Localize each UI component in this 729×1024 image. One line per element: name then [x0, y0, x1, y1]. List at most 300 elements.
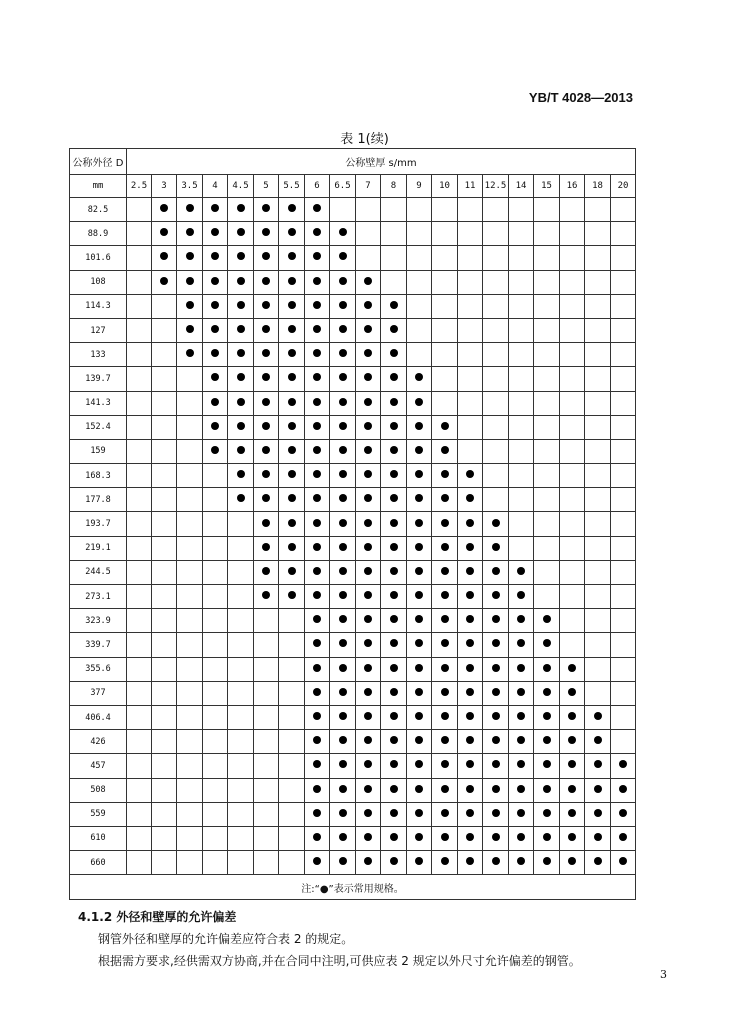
- spec-cell: [228, 633, 254, 657]
- spec-cell: [407, 585, 432, 609]
- spec-cell: [432, 488, 458, 512]
- spec-cell: [356, 391, 381, 415]
- common-spec-dot: [211, 301, 219, 309]
- spec-cell: [279, 851, 305, 875]
- common-spec-dot: [313, 422, 321, 430]
- spec-cell: [560, 246, 585, 270]
- spec-cell: [279, 802, 305, 826]
- spec-cell: [127, 754, 152, 778]
- spec-cell: [381, 609, 407, 633]
- common-spec-dot: [339, 833, 347, 841]
- spec-cell: [203, 778, 228, 802]
- common-spec-dot: [390, 639, 398, 647]
- spec-cell: [534, 198, 560, 222]
- spec-cell: [127, 609, 152, 633]
- spec-cell: [534, 439, 560, 463]
- common-spec-dot: [568, 857, 576, 865]
- common-spec-dot: [186, 301, 194, 309]
- spec-cell: [509, 681, 534, 705]
- common-spec-dot: [441, 664, 449, 672]
- table-row: [70, 270, 636, 294]
- common-spec-dot: [492, 519, 500, 527]
- table-row: [70, 294, 636, 318]
- spec-cell: [305, 536, 330, 560]
- spec-cell: [483, 367, 509, 391]
- common-spec-dot: [492, 591, 500, 599]
- common-spec-dot: [288, 567, 296, 575]
- common-spec-dot: [288, 543, 296, 551]
- spec-cell: [254, 657, 279, 681]
- spec-cell: [228, 705, 254, 729]
- common-spec-dot: [415, 615, 423, 623]
- spec-cell: [279, 657, 305, 681]
- spec-cell: [152, 294, 177, 318]
- spec-cell: [483, 802, 509, 826]
- common-spec-dot: [364, 325, 372, 333]
- common-spec-dot: [415, 567, 423, 575]
- common-spec-dot: [313, 785, 321, 793]
- spec-cell: [585, 512, 611, 536]
- spec-cell: [330, 294, 356, 318]
- spec-cell: [254, 367, 279, 391]
- spec-cell: [560, 343, 585, 367]
- common-spec-dot: [262, 228, 270, 236]
- spec-cell: [127, 681, 152, 705]
- spec-cell: [458, 222, 483, 246]
- spec-cell: [228, 802, 254, 826]
- spec-cell: [483, 826, 509, 850]
- spec-cell: [458, 415, 483, 439]
- common-spec-dot: [390, 519, 398, 527]
- spec-cell: [407, 826, 432, 850]
- spec-cell: [381, 246, 407, 270]
- spec-cell: [483, 464, 509, 488]
- spec-cell: [611, 415, 636, 439]
- spec-cell: [407, 391, 432, 415]
- spec-cell: [356, 851, 381, 875]
- spec-cell: [585, 802, 611, 826]
- common-spec-dot: [415, 446, 423, 454]
- spec-cell: [305, 318, 330, 342]
- spec-cell: [381, 415, 407, 439]
- spec-cell: [203, 681, 228, 705]
- common-spec-dot: [568, 664, 576, 672]
- spec-cell: [509, 318, 534, 342]
- spec-cell: [458, 851, 483, 875]
- spec-cell: [509, 851, 534, 875]
- spec-cell: [127, 633, 152, 657]
- common-spec-dot: [262, 470, 270, 478]
- common-spec-dot: [390, 325, 398, 333]
- common-spec-dot: [466, 712, 474, 720]
- common-spec-dot: [237, 228, 245, 236]
- table-row: [70, 536, 636, 560]
- spec-cell: [585, 633, 611, 657]
- common-spec-dot: [364, 712, 372, 720]
- spec-cell: [432, 512, 458, 536]
- spec-cell: [560, 585, 585, 609]
- common-spec-dot: [390, 615, 398, 623]
- spec-cell: [611, 826, 636, 850]
- common-spec-dot: [492, 833, 500, 841]
- spec-cell: [152, 391, 177, 415]
- spec-cell: [203, 367, 228, 391]
- spec-cell: [356, 705, 381, 729]
- spec-cell: [330, 802, 356, 826]
- common-spec-dot: [339, 301, 347, 309]
- spec-cell: [483, 294, 509, 318]
- spec-cell: [203, 633, 228, 657]
- spec-cell: [585, 778, 611, 802]
- table-row: [70, 391, 636, 415]
- common-spec-dot: [441, 422, 449, 430]
- common-spec-dot: [288, 591, 296, 599]
- common-spec-dot: [313, 639, 321, 647]
- spec-cell: [356, 657, 381, 681]
- spec-cell: [407, 754, 432, 778]
- spec-cell: [279, 681, 305, 705]
- spec-cell: [407, 802, 432, 826]
- spec-cell: [254, 488, 279, 512]
- spec-cell: [330, 705, 356, 729]
- spec-cell: [356, 754, 381, 778]
- spec-cell: [127, 657, 152, 681]
- common-spec-dot: [262, 591, 270, 599]
- spec-cell: [228, 318, 254, 342]
- spec-cell: [279, 222, 305, 246]
- spec-cell: [152, 536, 177, 560]
- spec-cell: [534, 609, 560, 633]
- spec-cell: [432, 754, 458, 778]
- outer-diameter-cell: 559: [70, 802, 127, 826]
- spec-cell: [177, 198, 203, 222]
- outer-diameter-cell: 273.1: [70, 585, 127, 609]
- common-spec-dot: [415, 760, 423, 768]
- common-spec-dot: [441, 760, 449, 768]
- common-spec-dot: [543, 760, 551, 768]
- spec-cell: [611, 439, 636, 463]
- spec-cell: [483, 512, 509, 536]
- common-spec-dot: [262, 494, 270, 502]
- spec-cell: [611, 754, 636, 778]
- common-spec-dot: [517, 615, 525, 623]
- spec-cell: [203, 560, 228, 584]
- spec-cell: [407, 464, 432, 488]
- spec-cell: [407, 367, 432, 391]
- common-spec-dot: [364, 349, 372, 357]
- common-spec-dot: [441, 543, 449, 551]
- common-spec-dot: [619, 833, 627, 841]
- spec-cell: [152, 681, 177, 705]
- spec-cell: [203, 318, 228, 342]
- spec-cell: [356, 802, 381, 826]
- spec-cell: [509, 585, 534, 609]
- spec-cell: [458, 754, 483, 778]
- standard-code: YB/T 4028—2013: [528, 90, 633, 105]
- spec-cell: [228, 270, 254, 294]
- spec-cell: [305, 222, 330, 246]
- common-spec-dot: [364, 615, 372, 623]
- table-row: [70, 705, 636, 729]
- table-row: [70, 802, 636, 826]
- spec-cell: [203, 464, 228, 488]
- spec-cell: [228, 415, 254, 439]
- spec-cell: [152, 609, 177, 633]
- spec-cell: [483, 415, 509, 439]
- spec-cell: [305, 633, 330, 657]
- spec-cell: [381, 560, 407, 584]
- spec-cell: [228, 512, 254, 536]
- spec-cell: [458, 802, 483, 826]
- od-unit: mm: [70, 175, 127, 198]
- od-header: 公称外径 D: [70, 149, 127, 175]
- spec-cell: [152, 705, 177, 729]
- common-spec-dot: [543, 833, 551, 841]
- common-spec-dot: [594, 833, 602, 841]
- common-spec-dot: [313, 349, 321, 357]
- spec-cell: [407, 415, 432, 439]
- spec-cell: [254, 294, 279, 318]
- spec-cell: [127, 488, 152, 512]
- common-spec-dot: [517, 567, 525, 575]
- outer-diameter-cell: 219.1: [70, 536, 127, 560]
- spec-cell: [228, 536, 254, 560]
- spec-cell: [407, 633, 432, 657]
- common-spec-dot: [415, 688, 423, 696]
- common-spec-dot: [594, 809, 602, 817]
- spec-cell: [560, 778, 585, 802]
- spec-cell: [611, 633, 636, 657]
- spec-cell: [407, 318, 432, 342]
- spec-cell: [279, 270, 305, 294]
- common-spec-dot: [594, 736, 602, 744]
- spec-cell: [458, 633, 483, 657]
- spec-cell: [254, 391, 279, 415]
- thickness-header: 20: [611, 175, 636, 198]
- spec-cell: [509, 657, 534, 681]
- spec-cell: [127, 294, 152, 318]
- spec-cell: [356, 536, 381, 560]
- spec-cell: [560, 270, 585, 294]
- common-spec-dot: [364, 422, 372, 430]
- spec-cell: [611, 343, 636, 367]
- spec-cell: [432, 585, 458, 609]
- spec-cell: [534, 367, 560, 391]
- spec-cell: [279, 536, 305, 560]
- common-spec-dot: [339, 664, 347, 672]
- common-spec-dot: [466, 591, 474, 599]
- common-spec-dot: [262, 422, 270, 430]
- spec-cell: [509, 826, 534, 850]
- spec-cell: [152, 415, 177, 439]
- spec-cell: [330, 415, 356, 439]
- spec-cell: [534, 585, 560, 609]
- common-spec-dot: [466, 639, 474, 647]
- spec-cell: [330, 391, 356, 415]
- spec-cell: [152, 198, 177, 222]
- common-spec-dot: [390, 567, 398, 575]
- common-spec-dot: [415, 591, 423, 599]
- common-spec-dot: [492, 809, 500, 817]
- spec-cell: [509, 294, 534, 318]
- spec-cell: [483, 778, 509, 802]
- spec-cell: [152, 585, 177, 609]
- common-spec-dot: [415, 373, 423, 381]
- common-spec-dot: [517, 857, 525, 865]
- spec-cell: [330, 778, 356, 802]
- spec-cell: [305, 464, 330, 488]
- paragraph-1: 钢管外径和壁厚的允许偏差应符合表 2 的规定。: [98, 932, 354, 946]
- common-spec-dot: [313, 543, 321, 551]
- spec-cell: [330, 609, 356, 633]
- common-spec-dot: [415, 543, 423, 551]
- common-spec-dot: [262, 373, 270, 381]
- spec-cell: [177, 367, 203, 391]
- spec-cell: [458, 367, 483, 391]
- common-spec-dot: [415, 857, 423, 865]
- common-spec-dot: [364, 494, 372, 502]
- common-spec-dot: [568, 760, 576, 768]
- spec-cell: [305, 778, 330, 802]
- spec-cell: [432, 826, 458, 850]
- spec-cell: [305, 730, 330, 754]
- common-spec-dot: [364, 688, 372, 696]
- common-spec-dot: [262, 398, 270, 406]
- spec-cell: [279, 633, 305, 657]
- spec-cell: [305, 294, 330, 318]
- common-spec-dot: [313, 688, 321, 696]
- spec-cell: [611, 464, 636, 488]
- spec-cell: [458, 560, 483, 584]
- spec-cell: [254, 536, 279, 560]
- spec-cell: [585, 585, 611, 609]
- common-spec-dot: [339, 567, 347, 575]
- thickness-header: 16: [560, 175, 585, 198]
- common-spec-dot: [211, 277, 219, 285]
- spec-cell: [203, 609, 228, 633]
- spec-cell: [127, 391, 152, 415]
- spec-cell: [279, 826, 305, 850]
- spec-cell: [356, 222, 381, 246]
- spec-cell: [611, 585, 636, 609]
- spec-cell: [356, 246, 381, 270]
- table-row: [70, 633, 636, 657]
- spec-cell: [279, 560, 305, 584]
- spec-cell: [585, 657, 611, 681]
- thickness-header: 18: [585, 175, 611, 198]
- common-spec-dot: [339, 228, 347, 236]
- spec-cell: [407, 657, 432, 681]
- spec-cell: [560, 754, 585, 778]
- spec-cell: [432, 560, 458, 584]
- common-spec-dot: [288, 446, 296, 454]
- spec-cell: [585, 222, 611, 246]
- spec-cell: [407, 198, 432, 222]
- spec-cell: [611, 681, 636, 705]
- spec-cell: [228, 851, 254, 875]
- spec-cell: [407, 222, 432, 246]
- common-spec-dot: [237, 398, 245, 406]
- common-spec-dot: [466, 470, 474, 478]
- spec-cell: [228, 488, 254, 512]
- spec-cell: [483, 730, 509, 754]
- spec-cell: [534, 415, 560, 439]
- common-spec-dot: [288, 349, 296, 357]
- spec-cell: [305, 851, 330, 875]
- spec-cell: [407, 343, 432, 367]
- outer-diameter-cell: 244.5: [70, 560, 127, 584]
- spec-cell: [483, 270, 509, 294]
- spec-cell: [254, 851, 279, 875]
- spec-cell: [177, 778, 203, 802]
- spec-cell: [330, 851, 356, 875]
- spec-cell: [279, 730, 305, 754]
- common-spec-dot: [517, 664, 525, 672]
- spec-cell: [585, 415, 611, 439]
- common-spec-dot: [568, 809, 576, 817]
- spec-cell: [534, 730, 560, 754]
- common-spec-dot: [313, 736, 321, 744]
- table-row: [70, 560, 636, 584]
- table-row: [70, 464, 636, 488]
- outer-diameter-cell: 159: [70, 439, 127, 463]
- common-spec-dot: [492, 615, 500, 623]
- spec-cell: [254, 705, 279, 729]
- spec-cell: [534, 657, 560, 681]
- spec-cell: [254, 270, 279, 294]
- common-spec-dot: [313, 615, 321, 623]
- common-spec-dot: [441, 833, 449, 841]
- spec-cell: [432, 198, 458, 222]
- spec-cell: [228, 246, 254, 270]
- spec-cell: [279, 488, 305, 512]
- spec-cell: [458, 198, 483, 222]
- spec-cell: [432, 536, 458, 560]
- outer-diameter-cell: 355.6: [70, 657, 127, 681]
- spec-cell: [356, 730, 381, 754]
- spec-cell: [177, 826, 203, 850]
- common-spec-dot: [339, 809, 347, 817]
- spec-cell: [203, 343, 228, 367]
- spec-cell: [458, 585, 483, 609]
- common-spec-dot: [543, 639, 551, 647]
- spec-cell: [356, 464, 381, 488]
- common-spec-dot: [339, 615, 347, 623]
- common-spec-dot: [339, 349, 347, 357]
- common-spec-dot: [441, 809, 449, 817]
- common-spec-dot: [160, 204, 168, 212]
- spec-cell: [509, 198, 534, 222]
- spec-cell: [458, 464, 483, 488]
- spec-cell: [127, 560, 152, 584]
- common-spec-dot: [237, 470, 245, 478]
- spec-cell: [611, 802, 636, 826]
- common-spec-dot: [594, 857, 602, 865]
- common-spec-dot: [441, 446, 449, 454]
- common-spec-dot: [492, 639, 500, 647]
- spec-cell: [407, 246, 432, 270]
- spec-cell: [356, 367, 381, 391]
- spec-cell: [585, 464, 611, 488]
- outer-diameter-cell: 339.7: [70, 633, 127, 657]
- spec-cell: [152, 802, 177, 826]
- common-spec-dot: [619, 809, 627, 817]
- common-spec-dot: [364, 857, 372, 865]
- spec-cell: [458, 270, 483, 294]
- spec-cell: [483, 488, 509, 512]
- common-spec-dot: [339, 325, 347, 333]
- common-spec-dot: [415, 809, 423, 817]
